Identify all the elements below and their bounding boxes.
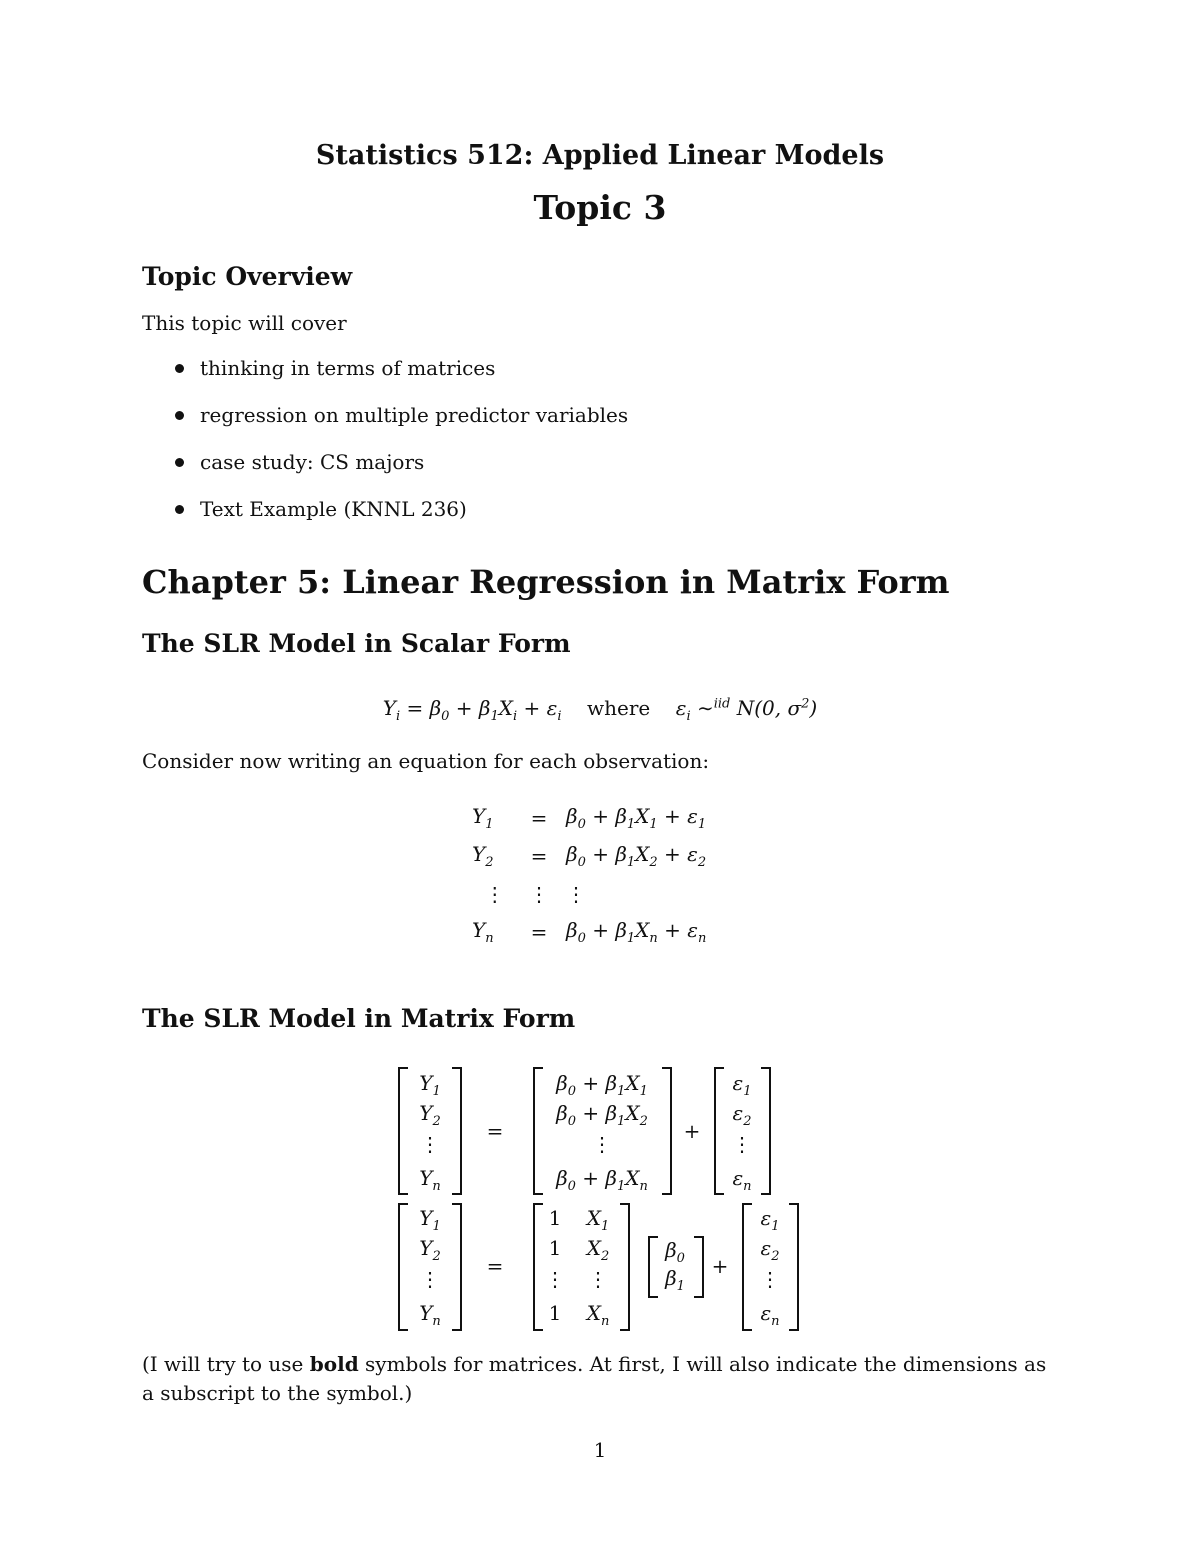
bullet-item: Text Example (KNNL 236) [175, 497, 628, 544]
page-number: 1 [593, 1438, 607, 1462]
bullet-icon [175, 411, 184, 420]
overview-intro: This topic will cover [142, 311, 347, 335]
course-title: Statistics 512: Applied Linear Models [315, 140, 885, 171]
bullet-item: thinking in terms of matrices [175, 356, 628, 403]
consider-text: Consider now writing an equation for each observation: [142, 749, 710, 773]
observation-equations: $Y_1$ = $\beta_0 + \beta_1X_1 + \varepsilon_1$ $Y_2$ = $\beta_0 + \beta_1X_2 + \varepsilon_2$ ⋮ ⋮ ⋮ $Y_n$ = $\beta_0 + \beta_1X_n + \varepsilon_n$ [472, 804, 707, 946]
topic-title: Topic 3 [533, 188, 667, 227]
bullet-icon [175, 458, 184, 467]
section-heading-scalar: The SLR Model in Scalar Form [142, 629, 571, 658]
section-heading-matrix: The SLR Model in Matrix Form [142, 1004, 576, 1033]
scalar-model-equation: $Y_i = \beta_0 + \beta_1X_i + \varepsilon_i$ where $\varepsilon_i$ ∼$^{iid}$ N(0, $\sigma^2$) [382, 696, 818, 724]
bullet-item: regression on multiple predictor variables [175, 403, 628, 450]
bullet-item: case study: CS majors [175, 450, 628, 497]
overview-heading: Topic Overview [142, 262, 353, 291]
overview-bullet-list [175, 356, 628, 544]
matrix-notation-note: (I will try to use bold symbols for matrices. At first, I will also indicate the dimensions as a subscript to the symbol.) [142, 1352, 1047, 1405]
chapter-title: Chapter 5: Linear Regression in Matrix Form [142, 563, 950, 601]
bullet-icon [175, 364, 184, 373]
bullet-icon [175, 505, 184, 514]
